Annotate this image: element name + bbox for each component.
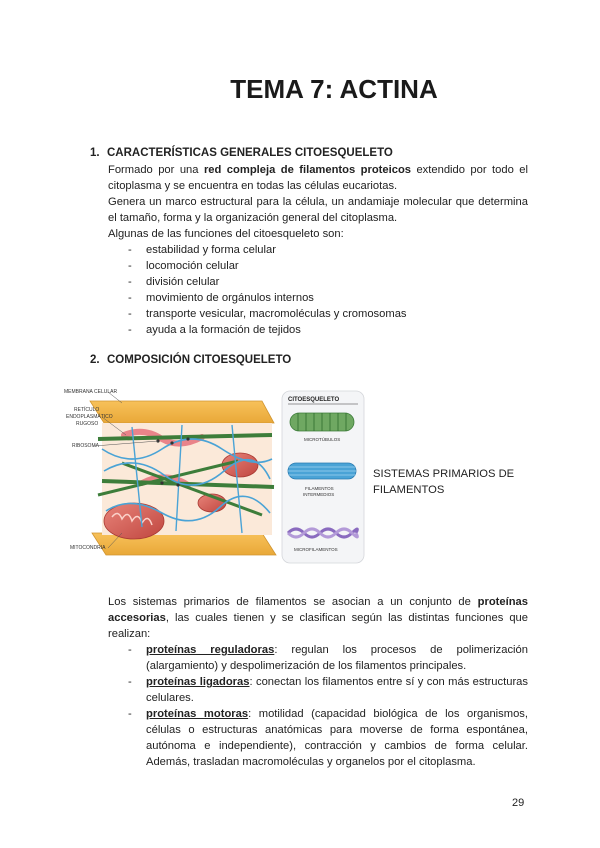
- caption-line-1: SISTEMAS PRIMARIOS DE: [373, 468, 515, 480]
- section-2-heading: [90, 354, 291, 366]
- section-2-number: 2.: [90, 354, 100, 366]
- functions-list: [128, 242, 407, 338]
- list-item: - estabilidad y forma celular: [128, 242, 407, 258]
- cell-illustration: [90, 401, 276, 555]
- intro-bold: proteínas accesorias: [108, 596, 528, 624]
- p1-bold: red compleja de filamentos proteicos: [203, 164, 412, 176]
- accessory-intro: [108, 594, 528, 642]
- section-2-title: COMPOSICIÓN CITOESQUELETO: [107, 354, 292, 366]
- term-motoras: proteínas motoras: [146, 708, 249, 720]
- list-item: - movimiento de orgánulos internos: [128, 290, 407, 306]
- p1-text-b: extendido por todo el citoplasma y se encuentra en todas las células eucariotas.: [108, 164, 528, 192]
- intro-text-b: , las cuales tienen y se clasifican según las distintas funciones que realizan:: [108, 612, 528, 640]
- term-ligadoras: proteínas ligadoras: [146, 676, 250, 688]
- label-reticulo-2: ENDOPLASMÁTICO: [66, 414, 113, 420]
- list-item: [128, 706, 528, 770]
- label-membrana: MEMBRANA CELULAR: [64, 389, 118, 395]
- page-number: 29: [512, 797, 525, 809]
- label-reticulo-1: RETÍCULO: [74, 407, 100, 413]
- section-1-paragraph-2: Genera un marco estructural para la célula, un andamiaje molecular que determina el tamaño, forma y la organización general del citoplasma.: [108, 196, 528, 224]
- caption-line-2: FILAMENTOS: [373, 484, 445, 496]
- cytoskeleton-panel: [282, 391, 364, 563]
- list-item: - ayuda a la formación de tejidos: [128, 322, 407, 338]
- filamentos-label-2: INTERMEDIOS: [303, 492, 335, 497]
- item-text: : regulan los procesos de polimerización (alargamiento) y despolimerización de los filamentos principales.: [146, 644, 528, 672]
- label-ribosoma: RIBOSOMA: [72, 443, 99, 449]
- section-1-heading: [90, 147, 393, 159]
- item-text: : conectan los filamentos entre sí y con más estructuras celulares.: [146, 676, 528, 704]
- list-item: - división celular: [128, 274, 407, 290]
- list-item: [128, 642, 528, 674]
- list-item: - locomoción celular: [128, 258, 407, 274]
- term-reguladoras: proteínas reguladoras: [146, 644, 275, 656]
- filamentos-label-1: FILAMENTOS: [305, 486, 334, 491]
- section-1-title: CARACTERÍSTICAS GENERALES CITOESQUELETO: [107, 147, 393, 159]
- list-item: [128, 674, 528, 706]
- item-text: : motilidad (capacidad biológica de los organismos, células o estructuras anatómicas para moverse de forma espontánea, autónoma e independiente), contracción y cambios de forma celular. Además, trasladan macromoléculas y organelos por el citoplasma.: [146, 708, 528, 768]
- page-title: TEMA 7: ACTINA: [230, 74, 438, 104]
- cytoskeleton-figure: [62, 383, 374, 571]
- p1-text-a: Formado por una: [108, 164, 204, 176]
- accessory-list: [128, 642, 528, 770]
- microtubule-icon: [290, 413, 354, 431]
- label-mitocondria: MITOCONDRIA: [70, 545, 106, 551]
- microfilamentos-label: MICROFILAMENTOS: [294, 547, 338, 552]
- panel-title: CITOESQUELETO: [288, 397, 340, 403]
- section-1-paragraph-3: Algunas de las funciones del citoesqueleto son:: [108, 228, 344, 240]
- list-item: - transporte vesicular, macromoléculas y cromosomas: [128, 306, 407, 322]
- figure-caption: [373, 466, 533, 498]
- label-reticulo-3: RUGOSO: [76, 421, 99, 427]
- section-1-paragraph-1: [108, 162, 528, 194]
- intermediate-filament-icon: [288, 463, 356, 479]
- microtubulos-label: MICROTÚBULOS: [304, 437, 341, 442]
- intro-text-a: Los sistemas primarios de filamentos se asocian a un conjunto de: [108, 596, 478, 608]
- section-1-number: 1.: [90, 147, 100, 159]
